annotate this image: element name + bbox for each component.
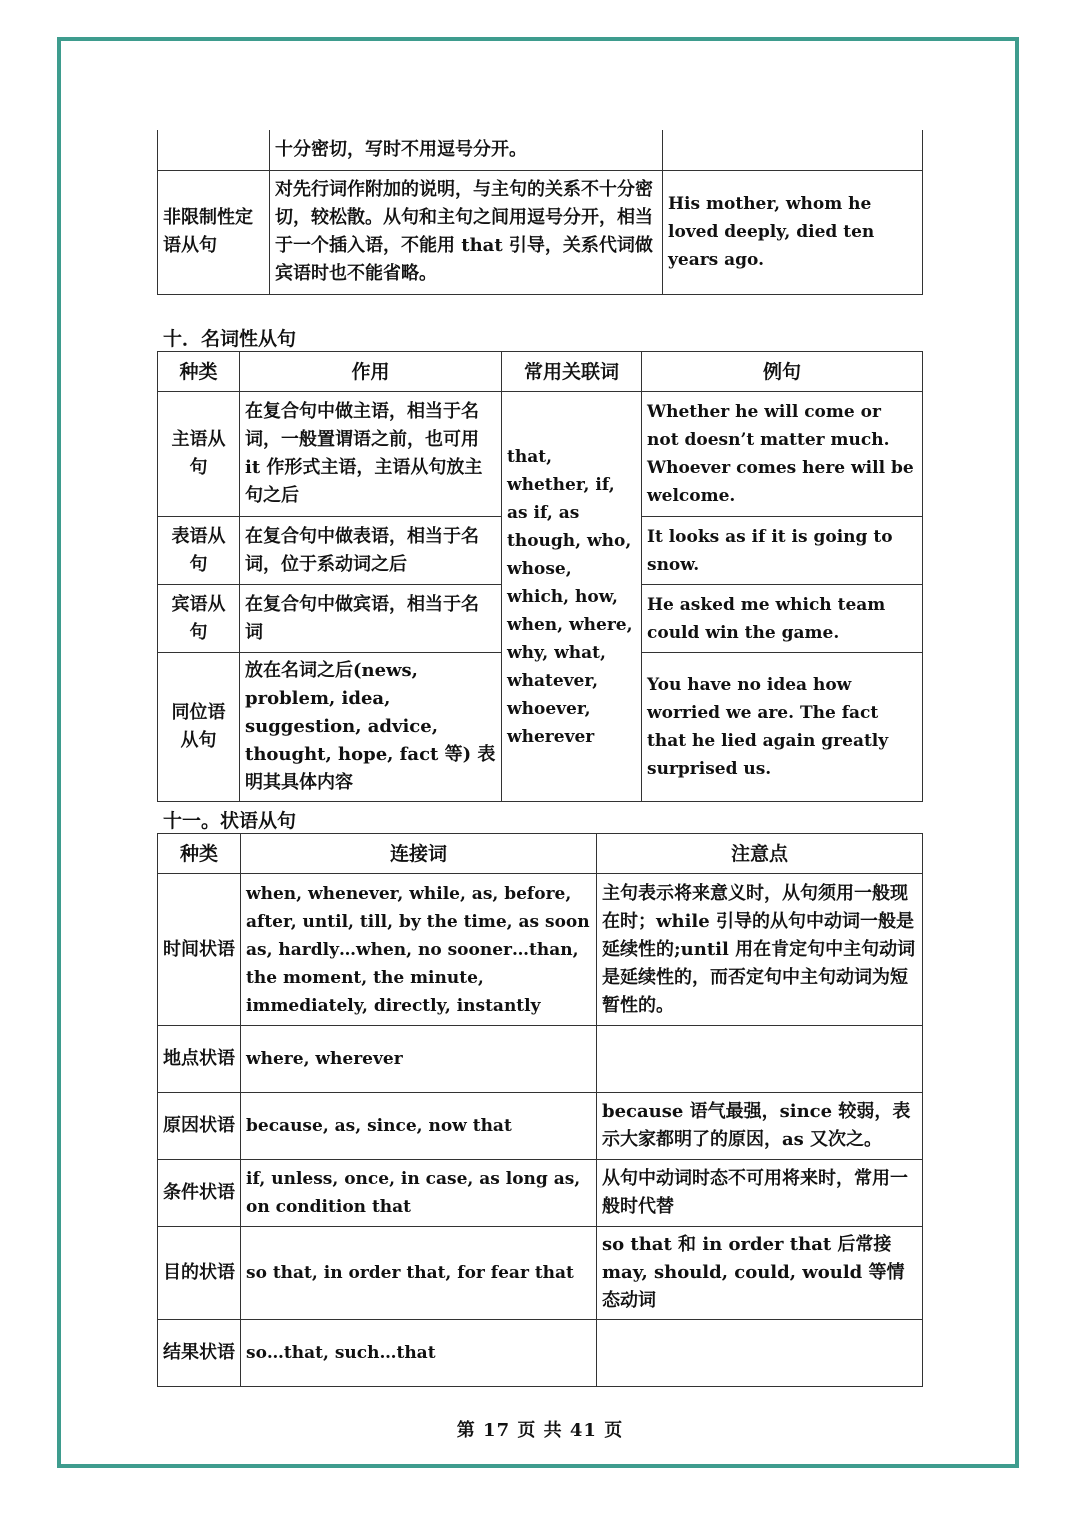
example-cell: You have no idea how worried we are. The fact that he lied again greatly surprised us.	[642, 653, 923, 802]
table-row	[158, 1227, 923, 1320]
note-cell: 从句中动词时态不可用将来时，常用一般时代替	[597, 1160, 923, 1227]
header-cell: 注意点	[597, 834, 923, 874]
note-cell	[597, 1026, 923, 1093]
type-cell: 条件状语	[158, 1160, 241, 1227]
example-cell: He asked me which team could win the game.	[642, 585, 923, 653]
type-cell: 同位语从句	[158, 653, 240, 802]
table-row	[158, 170, 923, 294]
table-row	[158, 1160, 923, 1227]
role-cell: 在复合句中做宾语，相当于名词	[240, 585, 502, 653]
note-cell: 主句表示将来意义时，从句须用一般现在时；while 引导的从句中动词一般是延续性的;until 用在肯定句中主句动词是延续性的，而否定句中主句动词为短暂性的。	[597, 874, 923, 1026]
conj-cell: because, as, since, now that	[241, 1093, 597, 1160]
section-title: 十．名词性从句	[163, 328, 297, 350]
section-title: 十一。状语从句	[163, 810, 297, 832]
type-cell: 原因状语	[158, 1093, 241, 1160]
example-cell	[663, 130, 923, 170]
type-cell: 结果状语	[158, 1320, 241, 1387]
header-cell: 连接词	[241, 834, 597, 874]
note-cell: because 语气最强，since 较弱，表示大家都明了的原因，as 又次之。	[597, 1093, 923, 1160]
type-cell: 宾语从句	[158, 585, 240, 653]
example-cell: Whether he will come or not doesn’t matter much. Whoever comes here will be welcome.	[642, 392, 923, 517]
role-cell: 放在名词之后(news, problem, idea, suggestion, advice, thought, hope, fact 等) 表明其具体内容	[240, 653, 502, 802]
desc-cell: 对先行词作附加的说明，与主句的关系不十分密切，较松散。从句和主句之间用逗号分开，相当于一个插入语，不能用 that 引导，关系代词做宾语时也不能省略。	[270, 170, 663, 294]
connectives-cell: that, whether, if, as if, as though, who, whose, which, how, when, where, why, what, whatever, whoever, wherever	[502, 392, 642, 802]
relative-clause-table	[157, 130, 923, 295]
table-row	[158, 392, 923, 517]
type-cell: 主语从句	[158, 392, 240, 517]
header-cell: 作用	[240, 352, 502, 392]
type-cell: 目的状语	[158, 1227, 241, 1320]
table-row	[158, 1026, 923, 1093]
type-cell	[158, 130, 270, 170]
type-cell: 表语从句	[158, 517, 240, 585]
header-cell: 种类	[158, 834, 241, 874]
example-cell: It looks as if it is going to snow.	[642, 517, 923, 585]
note-cell: so that 和 in order that 后常接 may, should, could, would 等情态动词	[597, 1227, 923, 1320]
table-row	[158, 874, 923, 1026]
conj-cell: so that, in order that, for fear that	[241, 1227, 597, 1320]
example-cell: His mother, whom he loved deeply, died ten years ago.	[663, 170, 923, 294]
desc-cell: 十分密切，写时不用逗号分开。	[270, 130, 663, 170]
role-cell: 在复合句中做表语，相当于名词，位于系动词之后	[240, 517, 502, 585]
header-cell: 常用关联词	[502, 352, 642, 392]
noun-clause-table	[157, 351, 923, 802]
type-cell: 地点状语	[158, 1026, 241, 1093]
header-row	[158, 352, 923, 392]
header-row	[158, 834, 923, 874]
type-cell: 时间状语	[158, 874, 241, 1026]
note-cell	[597, 1320, 923, 1387]
table-row	[158, 1320, 923, 1387]
conj-cell: where, wherever	[241, 1026, 597, 1093]
page-footer: 第 17 页 共 41 页	[456, 1420, 624, 1441]
header-cell: 种类	[158, 352, 240, 392]
header-cell: 例句	[642, 352, 923, 392]
adverbial-clause-table	[157, 833, 923, 1387]
table-row	[158, 1093, 923, 1160]
conj-cell: so…that, such…that	[241, 1320, 597, 1387]
type-cell: 非限制性定语从句	[158, 170, 270, 294]
role-cell: 在复合句中做主语，相当于名词，一般置谓语之前，也可用 it 作形式主语，主语从句放主句之后	[240, 392, 502, 517]
conj-cell: when, whenever, while, as, before, after, until, till, by the time, as soon as, hardly…when, no sooner…than, the moment, the minute, immediately, directly, instantly	[241, 874, 597, 1026]
conj-cell: if, unless, once, in case, as long as, on condition that	[241, 1160, 597, 1227]
table-row	[158, 130, 923, 170]
